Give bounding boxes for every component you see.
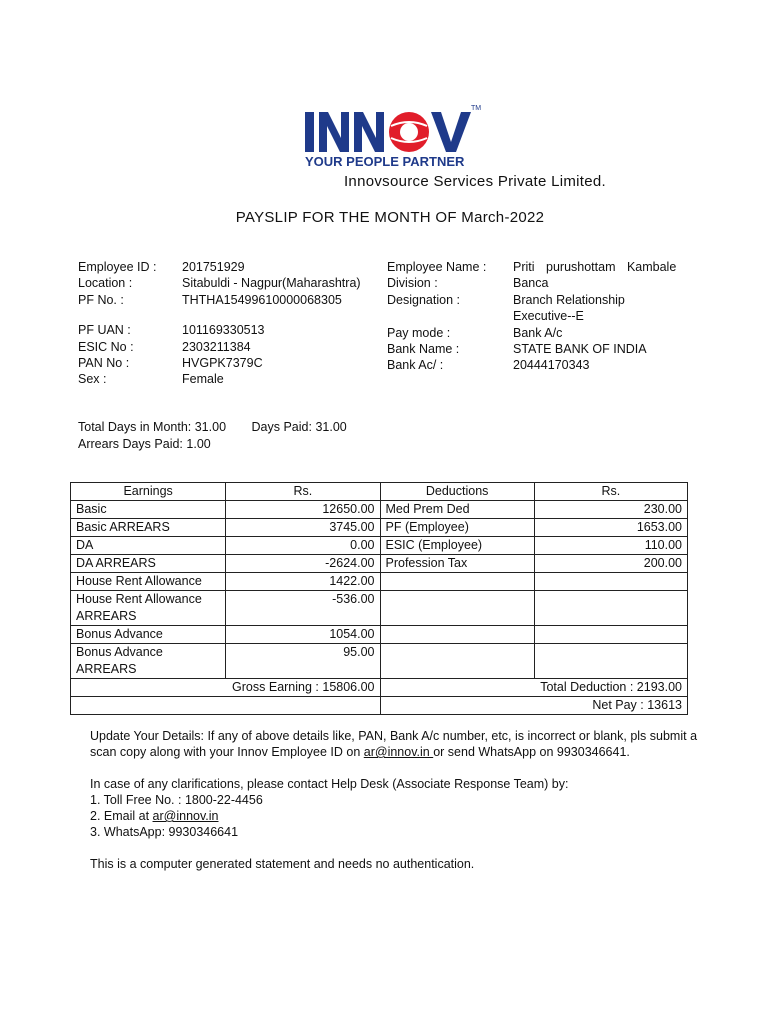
net-pay: Net Pay : 13613 xyxy=(380,697,688,715)
table-cell: ESIC (Employee) xyxy=(380,537,534,555)
info-label: Bank Ac/ : xyxy=(387,358,444,373)
empty-cell xyxy=(71,697,381,715)
info-value: 201751929 xyxy=(182,260,245,274)
info-label: Employee Name : xyxy=(387,260,487,274)
arrears-line xyxy=(78,436,347,453)
info-row xyxy=(78,322,361,338)
table-cell: Bonus Advance ARREARS xyxy=(71,644,226,679)
table-cell: DA ARREARS xyxy=(71,555,226,573)
column-header: Deductions xyxy=(380,483,534,501)
logo-tagline: YOUR PEOPLE PARTNER xyxy=(305,154,465,169)
payslip-title: PAYSLIP FOR THE MONTH OF March-2022 xyxy=(235,209,545,226)
days-line xyxy=(78,419,347,436)
info-value: Branch Relationship Executive--E xyxy=(513,292,625,324)
table-cell: 0.00 xyxy=(226,537,380,555)
table-cell xyxy=(534,591,687,626)
table-cell: 95.00 xyxy=(226,644,380,679)
table-row xyxy=(71,519,688,537)
company-name: Innovsource Services Private Limited. xyxy=(343,173,607,190)
employee-info-left xyxy=(78,259,361,388)
table-row xyxy=(71,591,688,626)
email-line xyxy=(90,808,700,824)
info-value: Female xyxy=(182,372,224,387)
table-row xyxy=(71,573,688,591)
table-cell: Med Prem Ded xyxy=(380,501,534,519)
table-row xyxy=(71,555,688,573)
table-cell xyxy=(380,626,534,644)
info-row xyxy=(387,292,683,325)
table-cell: 1422.00 xyxy=(226,573,380,591)
table-cell: Bonus Advance xyxy=(71,626,226,644)
table-cell: 3745.00 xyxy=(226,519,380,537)
earnings-deductions-table xyxy=(70,482,688,715)
info-value: 2303211384 xyxy=(182,339,251,354)
table-cell xyxy=(534,644,687,679)
table-cell: 1054.00 xyxy=(226,626,380,644)
table-cell: 12650.00 xyxy=(226,501,380,519)
table-cell xyxy=(380,644,534,679)
gross-earning: Gross Earning : 15806.00 xyxy=(71,679,381,697)
info-label: Designation : xyxy=(387,292,460,307)
info-row xyxy=(387,357,683,373)
info-value: STATE BANK OF INDIA xyxy=(513,342,647,357)
total-deduction: Total Deduction : 2193.00 xyxy=(380,679,688,697)
table-cell: 110.00 xyxy=(534,537,687,555)
table-cell: PF (Employee) xyxy=(380,519,534,537)
info-value: Banca xyxy=(513,276,549,291)
table-cell xyxy=(380,591,534,626)
table-cell: 230.00 xyxy=(534,501,687,519)
info-label: Bank Name : xyxy=(387,342,460,357)
table-cell xyxy=(534,626,687,644)
arrears-days-label: Arrears Days Paid: xyxy=(78,437,183,451)
info-label: PF No. : xyxy=(78,292,124,307)
table-cell: -536.00 xyxy=(226,591,380,626)
update-email-link[interactable]: ar@innov.in xyxy=(363,745,434,759)
table-cell: 1653.00 xyxy=(534,519,687,537)
info-value: 101169330513 xyxy=(182,323,265,338)
table-cell: Basic ARREARS xyxy=(71,519,226,537)
total-days-label: Total Days in Month: xyxy=(78,420,192,434)
table-cell xyxy=(380,573,534,591)
info-row xyxy=(78,275,361,291)
update-details-note xyxy=(90,728,700,760)
info-label: PAN No : xyxy=(78,356,130,371)
info-value: Sitabuldi - Nagpur(Maharashtra) xyxy=(182,276,361,291)
email-link[interactable]: ar@innov.in xyxy=(152,809,219,823)
employee-info-right xyxy=(387,259,683,374)
info-value: Bank A/c xyxy=(513,325,563,340)
info-row xyxy=(78,355,361,371)
table-row xyxy=(71,644,688,679)
clarification-note xyxy=(90,776,700,840)
toll-free-line: 1. Toll Free No. : 1800-22-4456 xyxy=(90,793,263,807)
info-label: ESIC No : xyxy=(78,339,134,354)
table-cell: -2624.00 xyxy=(226,555,380,573)
totals-row xyxy=(71,679,688,697)
days-paid-label: Days Paid: xyxy=(251,420,312,434)
update-text-1: Update Your Details: If any of above details like, PAN, Bank A/c number, etc, is incorrect or blank, pls submit a scan copy along with your Innov Employee ID on xyxy=(90,729,698,759)
arrears-days-value: 1.00 xyxy=(186,437,211,451)
info-label: Pay mode : xyxy=(387,325,451,340)
info-label: Division : xyxy=(387,276,438,291)
info-value: THTHA15499610000068305 xyxy=(182,292,342,307)
table-cell: DA xyxy=(71,537,226,555)
table-row xyxy=(71,501,688,519)
table-cell: House Rent Allowance ARREARS xyxy=(71,591,226,626)
info-row xyxy=(78,339,361,355)
table-header-row xyxy=(71,483,688,501)
table-cell: Profession Tax xyxy=(380,555,534,573)
innov-logo xyxy=(305,100,485,170)
info-value: Priti purushottam Kambale xyxy=(513,260,677,274)
trademark-mark: TM xyxy=(471,105,482,112)
column-header: Earnings xyxy=(71,483,226,501)
whatsapp-line: 3. WhatsApp: 9930346641 xyxy=(90,825,239,839)
info-value: HVGPK7379C xyxy=(182,356,263,371)
info-label: Sex : xyxy=(78,372,107,387)
info-label: PF UAN : xyxy=(78,323,131,338)
column-header: Rs. xyxy=(226,483,380,501)
info-label: Location : xyxy=(78,276,133,291)
info-row xyxy=(387,259,683,275)
email-prefix: 2. Email at xyxy=(90,809,153,823)
days-paid-value: 31.00 xyxy=(315,420,347,434)
table-cell xyxy=(534,573,687,591)
info-row xyxy=(387,341,683,357)
info-row xyxy=(387,275,683,291)
notes-section xyxy=(90,728,700,888)
table-row xyxy=(71,537,688,555)
info-label: Employee ID : xyxy=(78,260,157,274)
total-days-value: 31.00 xyxy=(194,420,227,434)
table-row xyxy=(71,626,688,644)
update-text-2: or send WhatsApp on 9930346641. xyxy=(433,745,630,759)
info-row xyxy=(387,325,683,341)
info-value: 20444170343 xyxy=(513,358,590,373)
footer-statement: This is a computer generated statement and needs no authentication. xyxy=(90,857,475,871)
company-logo xyxy=(305,100,485,170)
info-row xyxy=(78,371,361,387)
table-cell: House Rent Allowance xyxy=(71,573,226,591)
net-pay-row xyxy=(71,697,688,715)
info-row xyxy=(78,292,361,308)
column-header: Rs. xyxy=(534,483,687,501)
info-row xyxy=(78,259,361,275)
table-cell: 200.00 xyxy=(534,555,687,573)
days-summary xyxy=(78,419,347,453)
clarification-intro: In case of any clarifications, please contact Help Desk (Associate Response Team) by: xyxy=(90,777,569,791)
table-cell: Basic xyxy=(71,501,226,519)
